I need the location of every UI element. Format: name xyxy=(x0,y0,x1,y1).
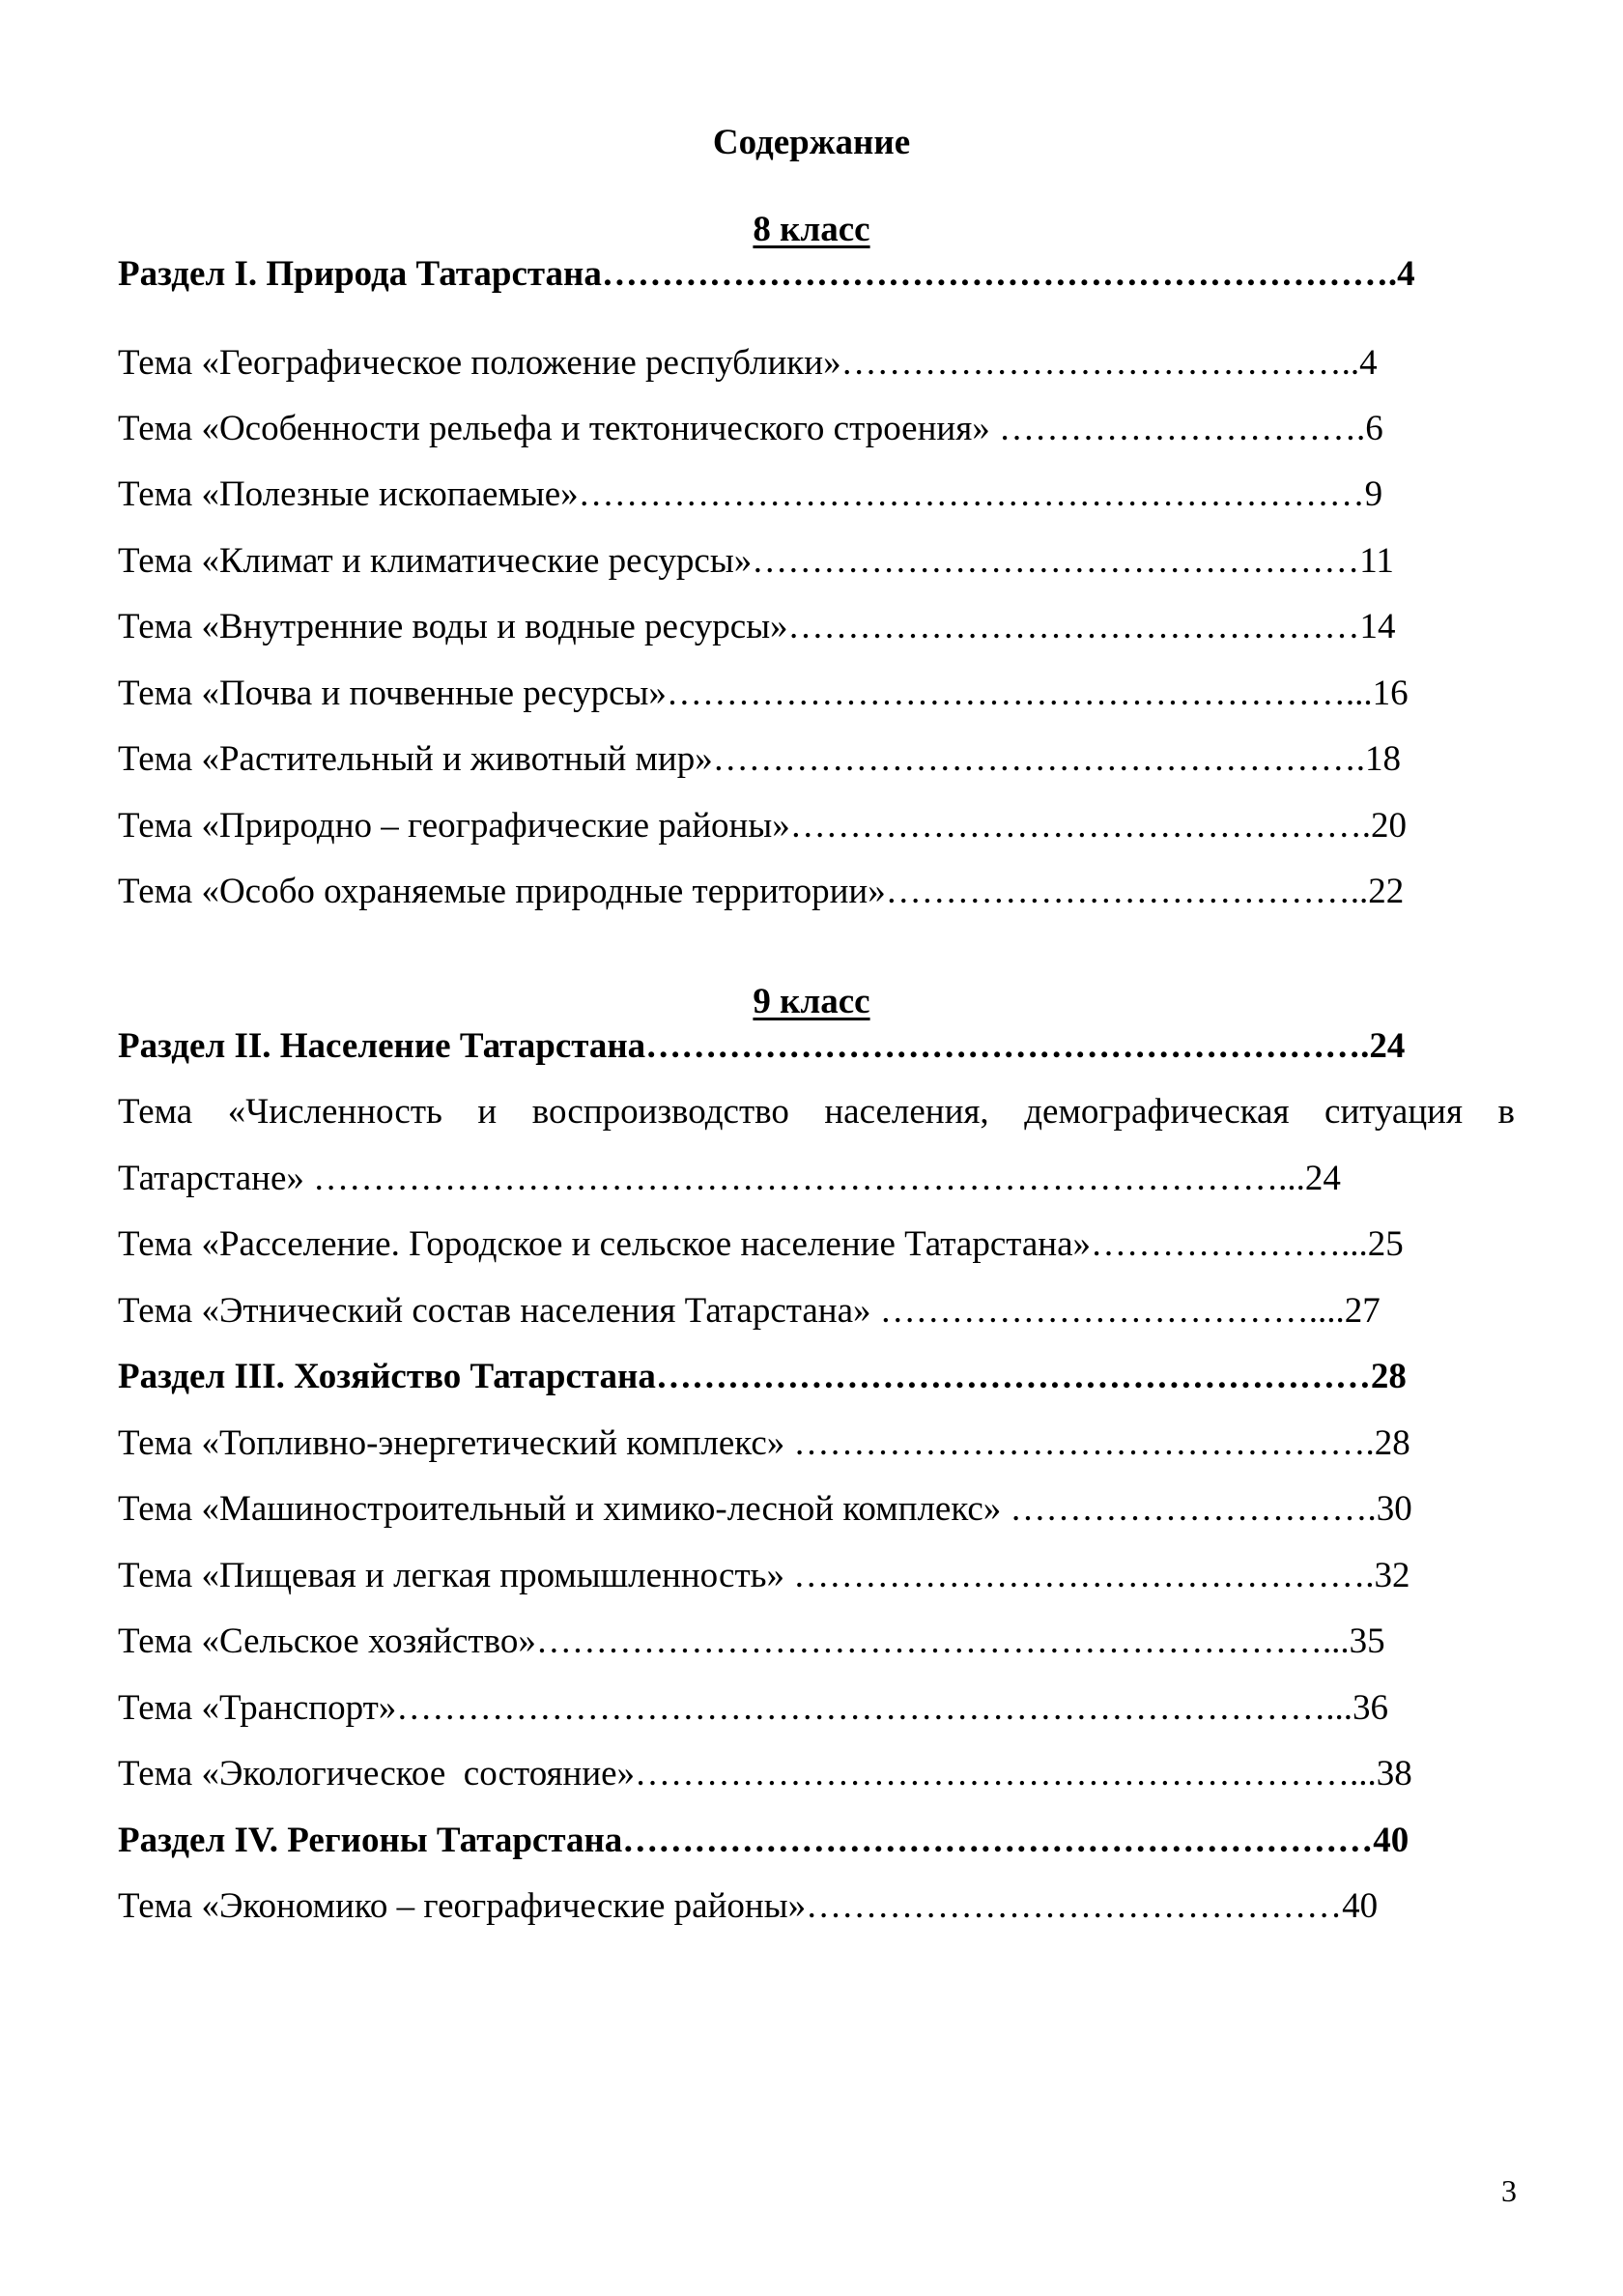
toc-topic[interactable]: Тема «Транспорт»……………………………………………………………………...36 xyxy=(118,1688,1389,1728)
toc-topic[interactable]: Тема «Пищевая и легкая промышленность» ………………………………………….32 xyxy=(118,1556,1410,1595)
toc-topic[interactable]: Тема «Сельское хозяйство»…………………………………………………………...35 xyxy=(118,1622,1385,1661)
toc-topic[interactable]: Тема «Географическое положение республики»……………………………………..4 xyxy=(118,343,1378,383)
page-title: Содержание xyxy=(712,123,911,162)
toc-topic[interactable]: Тема «Почва и почвенные ресурсы»…………………………………………………...16 xyxy=(118,674,1409,713)
toc-topic[interactable]: Тема «Особо охраняемые природные территории»…………………………………..22 xyxy=(118,872,1405,911)
toc-topic[interactable]: Тема «Особенности рельефа и тектонического строения» ………………………….6 xyxy=(118,409,1383,448)
toc-topic-wrapped[interactable]: Тема «Численность и воспроизводство населения, демографическая ситуация в xyxy=(118,1092,1515,1132)
toc-topic[interactable]: Тема «Экологическое состояние»……………………………………………………...38 xyxy=(118,1754,1412,1794)
toc-topic[interactable]: Тема «Климат и климатические ресурсы»……………………………………………11 xyxy=(118,541,1394,581)
toc-topic[interactable]: Тема «Внутренние воды и водные ресурсы»…………………………………………14 xyxy=(118,607,1396,646)
page-number: 3 xyxy=(1501,2173,1517,2208)
toc-topic[interactable]: Тема «Экономико – географические районы»………………………………………40 xyxy=(118,1886,1379,1926)
toc-topic[interactable]: Тема «Топливно-энергетический комплекс» ………………………………………….28 xyxy=(118,1423,1410,1463)
toc-topic-continuation[interactable]: Татарстане» ………………………………………………………………………...24 xyxy=(118,1159,1341,1198)
toc-section-1[interactable]: Раздел I. Природа Татарстана………………………………………………………….4 xyxy=(118,254,1415,294)
toc-topic[interactable]: Тема «Расселение. Городское и сельское население Татарстана»…………………...25 xyxy=(118,1224,1404,1264)
toc-section-2[interactable]: Раздел II. Население Татарстана…………………………………………………….24 xyxy=(118,1026,1406,1066)
grade-8-heading: 8 класс xyxy=(753,210,870,249)
grade-9-heading: 9 класс xyxy=(753,982,870,1021)
toc-topic[interactable]: Тема «Полезные ископаемые»…………………………………………………………9 xyxy=(118,474,1383,514)
toc-topic[interactable]: Тема «Природно – географические районы»………………………………………….20 xyxy=(118,806,1407,846)
toc-topic[interactable]: Тема «Растительный и животный мир»……………………………………………….18 xyxy=(118,739,1401,779)
toc-section-4[interactable]: Раздел IV. Регионы Татарстана………………………………………………………40 xyxy=(118,1821,1409,1860)
toc-topic[interactable]: Тема «Этнический состав населения Татарстана» ………………………………....27 xyxy=(118,1291,1381,1331)
toc-topic[interactable]: Тема «Машиностроительный и химико-лесной комплекс» ………………………….30 xyxy=(118,1489,1412,1529)
toc-section-3[interactable]: Раздел III. Хозяйство Татарстана……………………………………………………28 xyxy=(118,1357,1407,1396)
